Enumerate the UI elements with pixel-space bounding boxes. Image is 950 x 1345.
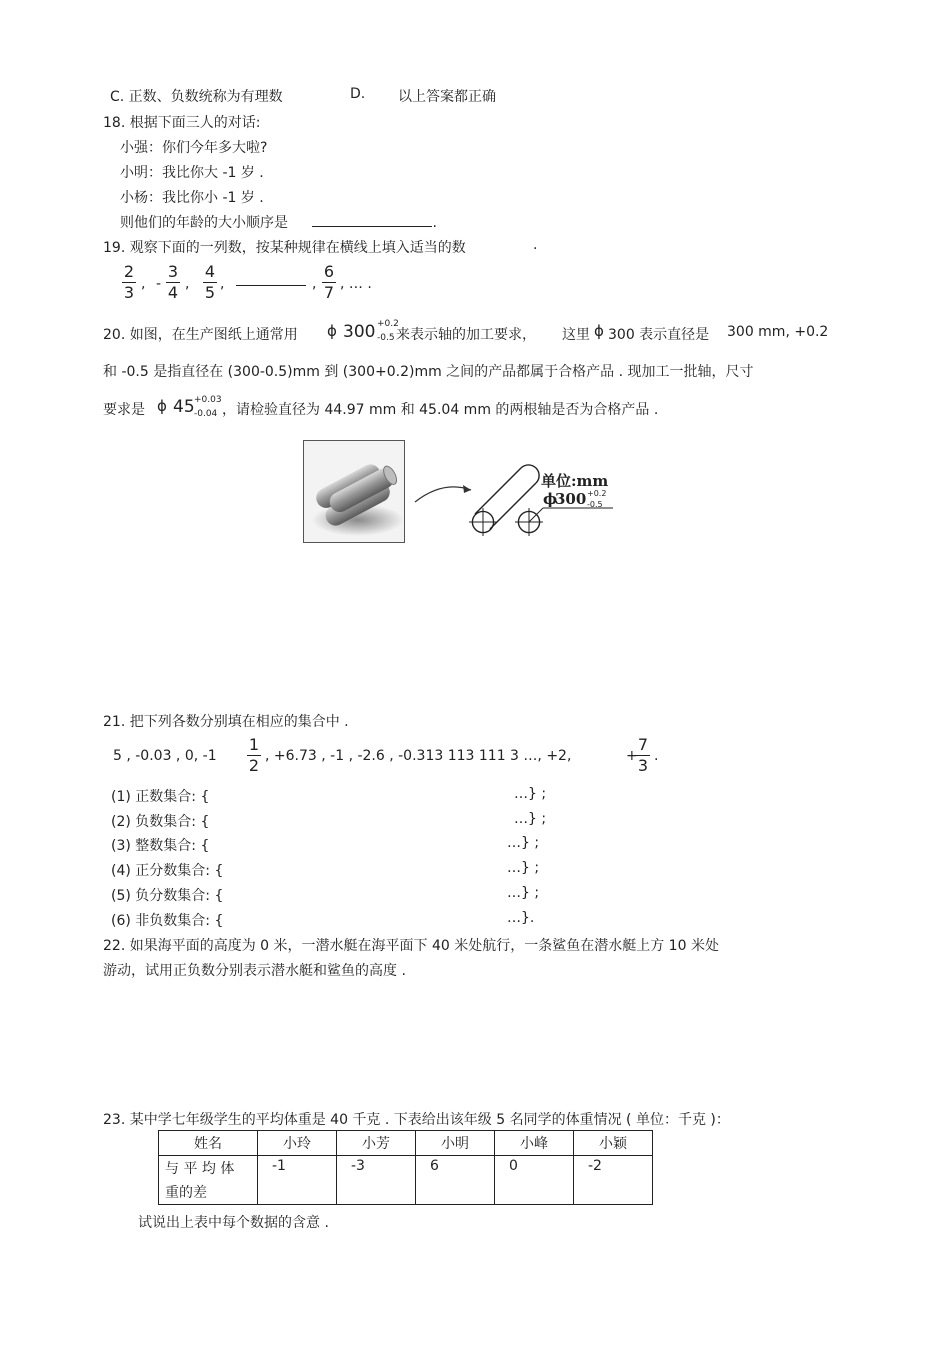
- q23-stem: 23. 某中学七年级学生的平均体重是 40 千克 . 下表给出该年级 5 名同学的体重情况 ( 单位：千克 )：: [103, 1112, 730, 1128]
- unit-label: 单位:mm: [541, 472, 609, 490]
- set-nonnegative-close: …}.: [507, 910, 535, 926]
- q21-numbers-2: , +6.73 , -1 , -2.6 , -0.313 113 111 3 …, +2,: [265, 748, 572, 764]
- q20-line-1c: 这里: [562, 327, 590, 343]
- set-negative-fraction-label: (5) 负分数集合: {: [111, 888, 224, 904]
- q20-line-3b: ，请检验直径为 44.97 mm 和 45.04 mm 的两根轴是否为合格产品 .: [222, 402, 659, 418]
- q18-line-xiaoming: 小明：我比你大 -1 岁 .: [120, 165, 264, 181]
- q19-fraction-3: $\frac{4}{5}$: [204, 262, 216, 302]
- table-header-cell: 小峰: [495, 1131, 574, 1156]
- figure-upper: +0.2: [587, 489, 607, 498]
- q19-fraction-2: $\frac{3}{4}$: [167, 262, 179, 302]
- table-header-cell: 小芳: [337, 1131, 416, 1156]
- minus-sign: -: [156, 276, 162, 292]
- set-integer-close: …} ;: [507, 835, 540, 851]
- row-label-line-1: 与 平 均 体: [165, 1161, 235, 1177]
- q22-line-1: 22. 如果海平面的高度为 0 米，一潜水艇在海平面下 40 米处航行，一条鲨鱼在潜水艇上方 10 米处: [103, 938, 719, 954]
- figure-base: 300: [555, 490, 587, 508]
- set-positive-close: …} ;: [514, 786, 547, 802]
- table-cell: -2: [574, 1156, 653, 1205]
- set-positive-label: (1) 正数集合: {: [111, 789, 210, 805]
- q18-question: 则他们的年龄的大小顺序是 .: [120, 215, 437, 231]
- q18-line-xiaoyang: 小杨：我比你小 -1 岁 .: [120, 190, 264, 206]
- plus-sign: +: [626, 748, 638, 764]
- q20-line-1d: 300 表示直径是: [608, 327, 710, 343]
- set-integer-label: (3) 整数集合: {: [111, 838, 210, 854]
- figure-phi: ϕ: [543, 490, 558, 508]
- arrow-curve: [415, 487, 471, 502]
- q20-upper-tolerance-45: +0.03: [194, 395, 222, 405]
- set-negative-label: (2) 负数集合: {: [111, 814, 210, 830]
- table-header-row: [159, 1131, 653, 1156]
- q20-line-1a: 20. 如图，在生产图纸上通常用: [103, 327, 298, 343]
- q22-line-2: 游动，试用正负数分别表示潜水艇和鲨鱼的高度 .: [103, 963, 406, 979]
- set-positive-fraction-label: (4) 正分数集合: {: [111, 863, 224, 879]
- table-cell: -1: [258, 1156, 337, 1205]
- answer-blank[interactable]: [312, 226, 432, 227]
- set-negative-close: …} ;: [514, 811, 547, 827]
- row-label-line-2: 重的差: [165, 1185, 207, 1201]
- option-c: C. 正数、负数统称为有理数: [110, 89, 283, 105]
- table-header-cell: 小玲: [258, 1131, 337, 1156]
- phi-symbol: ϕ: [157, 397, 167, 415]
- q20-line-2: 和 -0.5 是指直径在 (300-0.5)mm 到 (300+0.2)mm 之间的产品都属于合格产品 . 现加工一批轴，尺寸: [103, 364, 754, 380]
- comma: ,: [141, 276, 146, 292]
- q23-question: 试说出上表中每个数据的含意 .: [138, 1215, 329, 1231]
- shaft-figure: [303, 440, 613, 543]
- q19-fraction-4: $\frac{6}{7}$: [323, 262, 335, 302]
- table-header-cell: 姓名: [159, 1131, 258, 1156]
- set-nonnegative-label: (6) 非负数集合: {: [111, 913, 224, 929]
- mixed-fraction-half: $\frac{1}{2}$: [248, 735, 260, 775]
- table-header-cell: 小颖: [574, 1131, 653, 1156]
- period: .: [654, 748, 659, 764]
- set-negative-fraction-close: …} ;: [507, 885, 540, 901]
- q19-answer-blank[interactable]: [236, 274, 306, 290]
- set-positive-fraction-close: …} ;: [507, 860, 540, 876]
- q19-ellipsis: , … .: [340, 276, 372, 292]
- q20-base-45: 45: [173, 397, 195, 417]
- q19-period: .: [533, 237, 538, 253]
- q19-stem: 19. 观察下面的一列数，按某种规律在横线上填入适当的数: [103, 240, 466, 256]
- table-row: [159, 1156, 653, 1205]
- table-header-cell: 小明: [416, 1131, 495, 1156]
- q20-line-1b: 来表示轴的加工要求，: [396, 327, 536, 343]
- figure-lower: -0.5: [587, 500, 603, 509]
- q20-base-300: 300: [343, 322, 376, 342]
- weight-table: [158, 1130, 653, 1205]
- table-cell: 6: [416, 1156, 495, 1205]
- row-label-cell: [159, 1156, 258, 1205]
- q19-fraction-1: $\frac{2}{3}$: [123, 262, 135, 302]
- q20-lower-tolerance-45: -0.04: [194, 409, 218, 419]
- comma: ,: [185, 276, 190, 292]
- phi-symbol: ϕ: [327, 322, 337, 340]
- fraction-seven-thirds: $\frac{7}{3}$: [637, 735, 649, 775]
- phi-symbol: ϕ: [594, 322, 604, 340]
- q20-line-1e: 300 mm, +0.2: [727, 324, 829, 340]
- q21-numbers-1: 5 , -0.03 , 0, -1: [113, 748, 217, 764]
- option-d-letter: D.: [350, 86, 366, 102]
- q18-stem: 18. 根据下面三人的对话:: [103, 115, 261, 131]
- comma: ,: [220, 276, 225, 292]
- table-cell: 0: [495, 1156, 574, 1205]
- q21-stem: 21. 把下列各数分别填在相应的集合中 .: [103, 714, 349, 730]
- comma: ,: [312, 276, 317, 292]
- table-cell: -3: [337, 1156, 416, 1205]
- q20-lower-tolerance: -0.5: [377, 333, 395, 343]
- q18-line-xiaoqiang: 小强：你们今年多大啦?: [120, 140, 268, 156]
- q20-line-3a: 要求是: [103, 402, 145, 418]
- q20-upper-tolerance: +0.2: [377, 319, 399, 329]
- option-d: 以上答案都正确: [398, 89, 496, 105]
